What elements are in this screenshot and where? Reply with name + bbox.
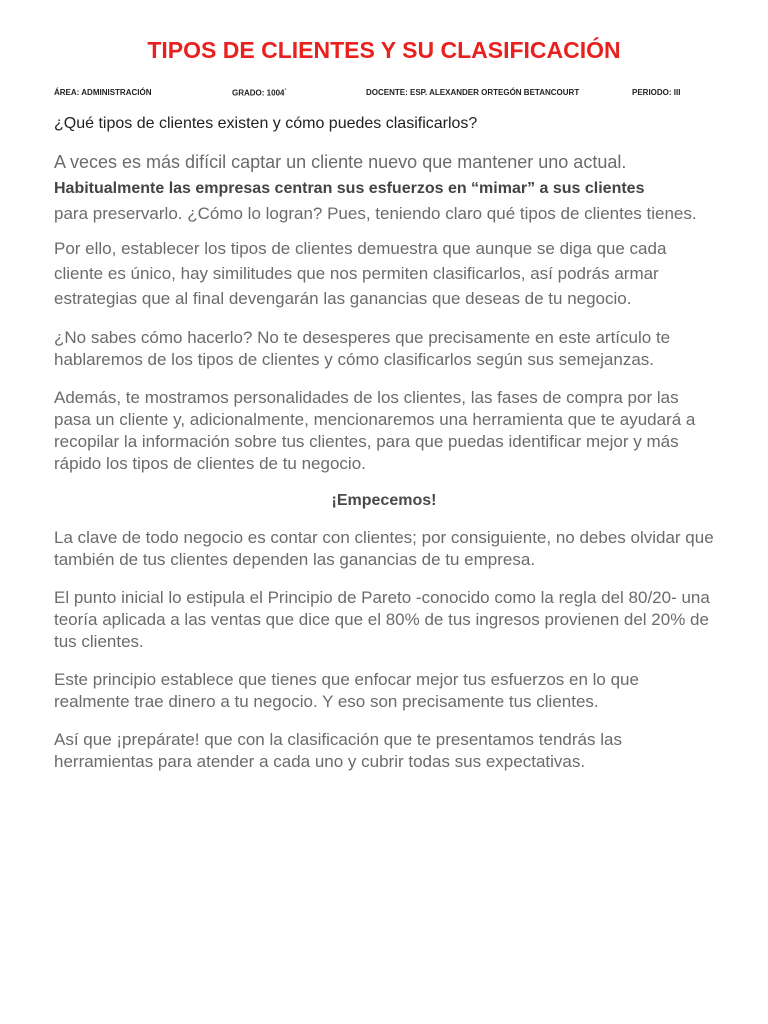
paragraph-8: Así que ¡prepárate! que con la clasificación que te presentamos tendrás las herramientas para atender a cada uno y cubrir todas sus expectativas. bbox=[54, 730, 622, 771]
grado-text: GRADO: 1004 bbox=[232, 88, 285, 98]
area-label: ÁREA: ADMINISTRACIÓN bbox=[54, 88, 152, 97]
page-title: TIPOS DE CLIENTES Y SU CLASIFICACIÓN bbox=[147, 37, 621, 63]
paragraph-3: ¿No sabes cómo hacerlo? No te desesperes que precisamente en este artículo te hablaremos de los tipos de clientes y cómo clasificarlos según sus semejanzas. bbox=[54, 328, 671, 369]
paragraph-2: Por ello, establecer los tipos de clientes demuestra que aunque se diga que cada cliente es único, hay similitudes que nos permiten clasificarlos, así podrás armar estrategias que al final devengarán las ganancias que deseas de tu negocio. bbox=[54, 239, 667, 308]
intro-question: ¿Qué tipos de clientes existen y cómo puedes clasificarlos? bbox=[54, 115, 478, 132]
empecemos-heading: ¡Empecemos! bbox=[331, 492, 437, 509]
intro-rest-text: para preservarlo. ¿Cómo lo logran? Pues, teniendo claro qué tipos de clientes tienes. bbox=[54, 204, 697, 223]
intro-bold-text: Habitualmente las empresas centran sus esfuerzos en “mimar” a sus clientes bbox=[54, 180, 645, 197]
docente-label: DOCENTE: ESP. ALEXANDER ORTEGÓN BETANCOURT bbox=[366, 88, 580, 97]
header-meta-row bbox=[54, 88, 714, 100]
paragraph-6: El punto inicial lo estipula el Principio de Pareto -conocido como la regla del 80/20- una teoría aplicada a las ventas que dice que el 80% de tus ingresos provienen del 20% de tus clientes. bbox=[54, 588, 710, 651]
paragraph-intro bbox=[54, 150, 714, 226]
periodo-label: PERIODO: III bbox=[632, 88, 681, 97]
grado-degree-mark: ° bbox=[284, 88, 287, 94]
paragraph-5: La clave de todo negocio es contar con clientes; por consiguiente, no debes olvidar que también de tus clientes dependen las ganancias de tu empresa. bbox=[54, 528, 714, 569]
paragraph-4: Además, te mostramos personalidades de los clientes, las fases de compra por las pasa un cliente y, adicionalmente, mencionaremos una herramienta que te ayudará a recopilar la información sobre tus clientes, para que puedas identificar mejor y más rápido los tipos de clientes de tu negocio. bbox=[54, 388, 696, 473]
grado-label bbox=[232, 88, 286, 98]
intro-line-1: A veces es más difícil captar un cliente nuevo que mantener uno actual. bbox=[54, 152, 627, 172]
paragraph-7: Este principio establece que tienes que enfocar mejor tus esfuerzos en lo que realmente trae dinero a tu negocio. Y eso son precisamente tus clientes. bbox=[54, 670, 639, 711]
